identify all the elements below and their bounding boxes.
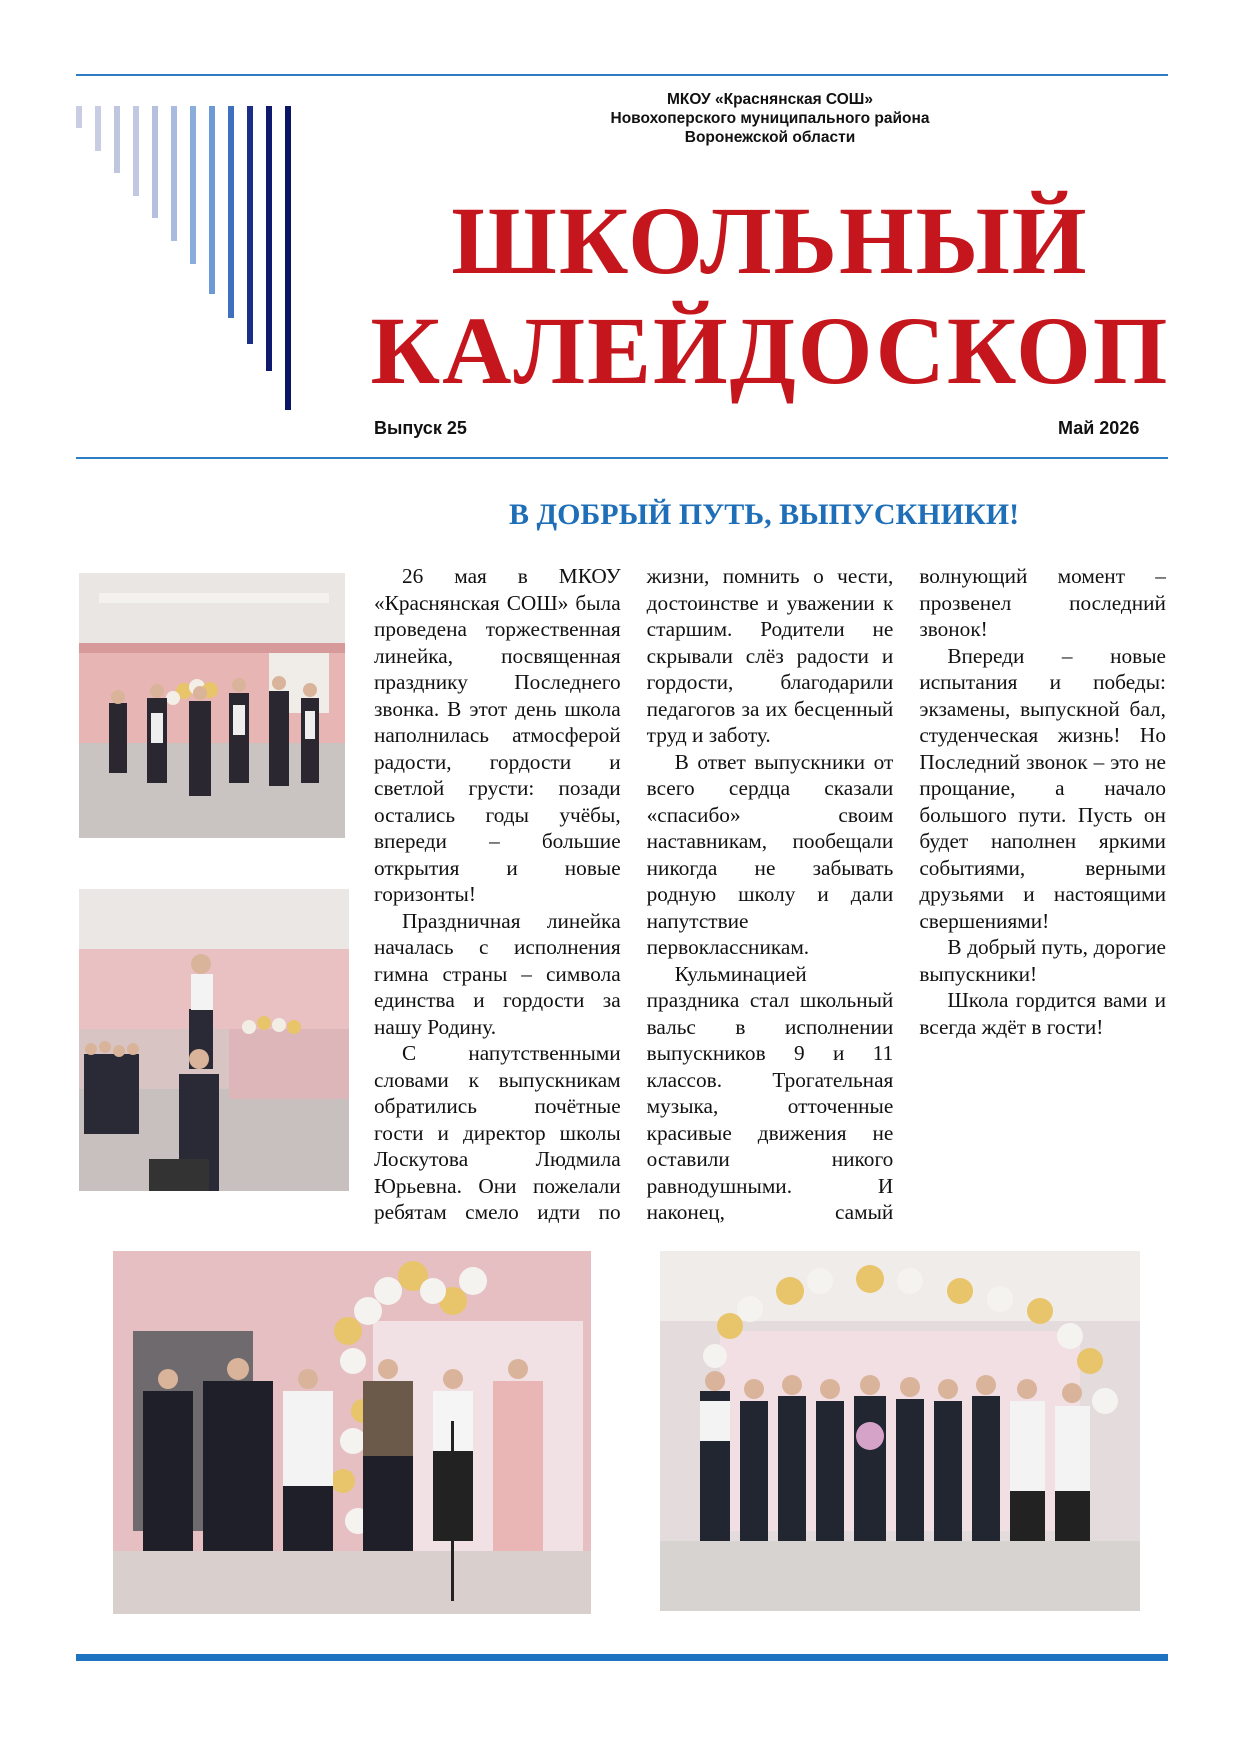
decorative-bar (285, 106, 291, 410)
decorative-bar (95, 106, 101, 151)
title-line: КАЛЕЙДОСКОП (370, 297, 1170, 404)
article-headline: В ДОБРЫЙ ПУТЬ, ВЫПУСКНИКИ! (508, 498, 1020, 531)
decorative-bar (114, 106, 120, 173)
org-line: МКОУ «Краснянская СОШ» (667, 91, 873, 108)
decorative-bar (266, 106, 272, 371)
girl-with-bell-photo (79, 889, 349, 1191)
issue-date: Май 2026 (1058, 418, 1140, 438)
article-paragraph: 26 мая в МКОУ «Краснянская СОШ» была проведена торжественная линейка, посвященная празднику Последнего звонка. В этот день школа наполнилась атмосферой радости, гордости и светлой грусти: позади остались годы учёбы, впереди – большие открытия и новые горизонты! (374, 564, 621, 906)
article-paragraph: Кульминацией праздника стал школьный вальс в исполнении выпускников 9 и 11 классов. Трогательная музыка, отточенные красивые движения не оставили никого равнодушными. И наконец, самый волнующий момент – прозвенел последний звонок! (646, 564, 1166, 1224)
title-line: ШКОЛЬНЫЙ (451, 187, 1089, 294)
article-body (374, 563, 1166, 1233)
article-paragraph: Праздничная линейка началась с исполнения гимна страны – символа единства и гордости за нашу Родину. (374, 908, 621, 1039)
org-line: Воронежской области (684, 129, 856, 146)
article-paragraph: Впереди – новые испытания и победы: экзамены, выпускной бал, студенческая жизнь! Но Последний звонок – это не прощание, а начало большого пути. Пусть он будет наполнен яркими событиями, верными друзьями и настоящими свершениями! (919, 643, 1166, 933)
article-paragraph: С напутственными словами к выпускникам обратились почётные гости и директор школы Лоскутова Людмила Юрьевна. Они пожелали ребятам смело идти по жизни, помнить о чести, достоинстве и уважении к старшим. Родители не скрывали слёз радости и гордости, благодарили педагогов за их бесценный труд и заботу. (374, 564, 894, 1224)
students-dancing-photo (79, 573, 345, 838)
bottom-rule (76, 1654, 1168, 1661)
decorative-bar (76, 106, 82, 128)
issue-number: Выпуск 25 (374, 418, 467, 438)
header-rule (76, 457, 1168, 459)
decorative-bar (152, 106, 158, 218)
decorative-bar (171, 106, 177, 241)
school-name (580, 90, 960, 147)
decorative-bar (228, 106, 234, 318)
decorative-bar (209, 106, 215, 294)
decorative-bar (247, 106, 253, 344)
decorative-bar (190, 106, 196, 264)
article-paragraph: В добрый путь, дорогие выпускники! (919, 935, 1166, 986)
decorative-bars (76, 106, 316, 416)
graduates-group-photo (660, 1251, 1140, 1611)
article-paragraph: Школа гордится вами и всегда ждёт в гости! (919, 988, 1166, 1039)
decorative-bar (133, 106, 139, 196)
org-line: Новохоперского муниципального района (610, 110, 930, 127)
article-paragraph: В ответ выпускники от всего сердца сказали «спасибо» своим наставникам, пообещали никогда не забывать родную школу и дали напутствие первоклассникам. (646, 749, 894, 959)
guests-at-balloon-arch-photo (113, 1251, 591, 1614)
top-rule (76, 74, 1168, 76)
newspaper-title (360, 186, 1180, 406)
